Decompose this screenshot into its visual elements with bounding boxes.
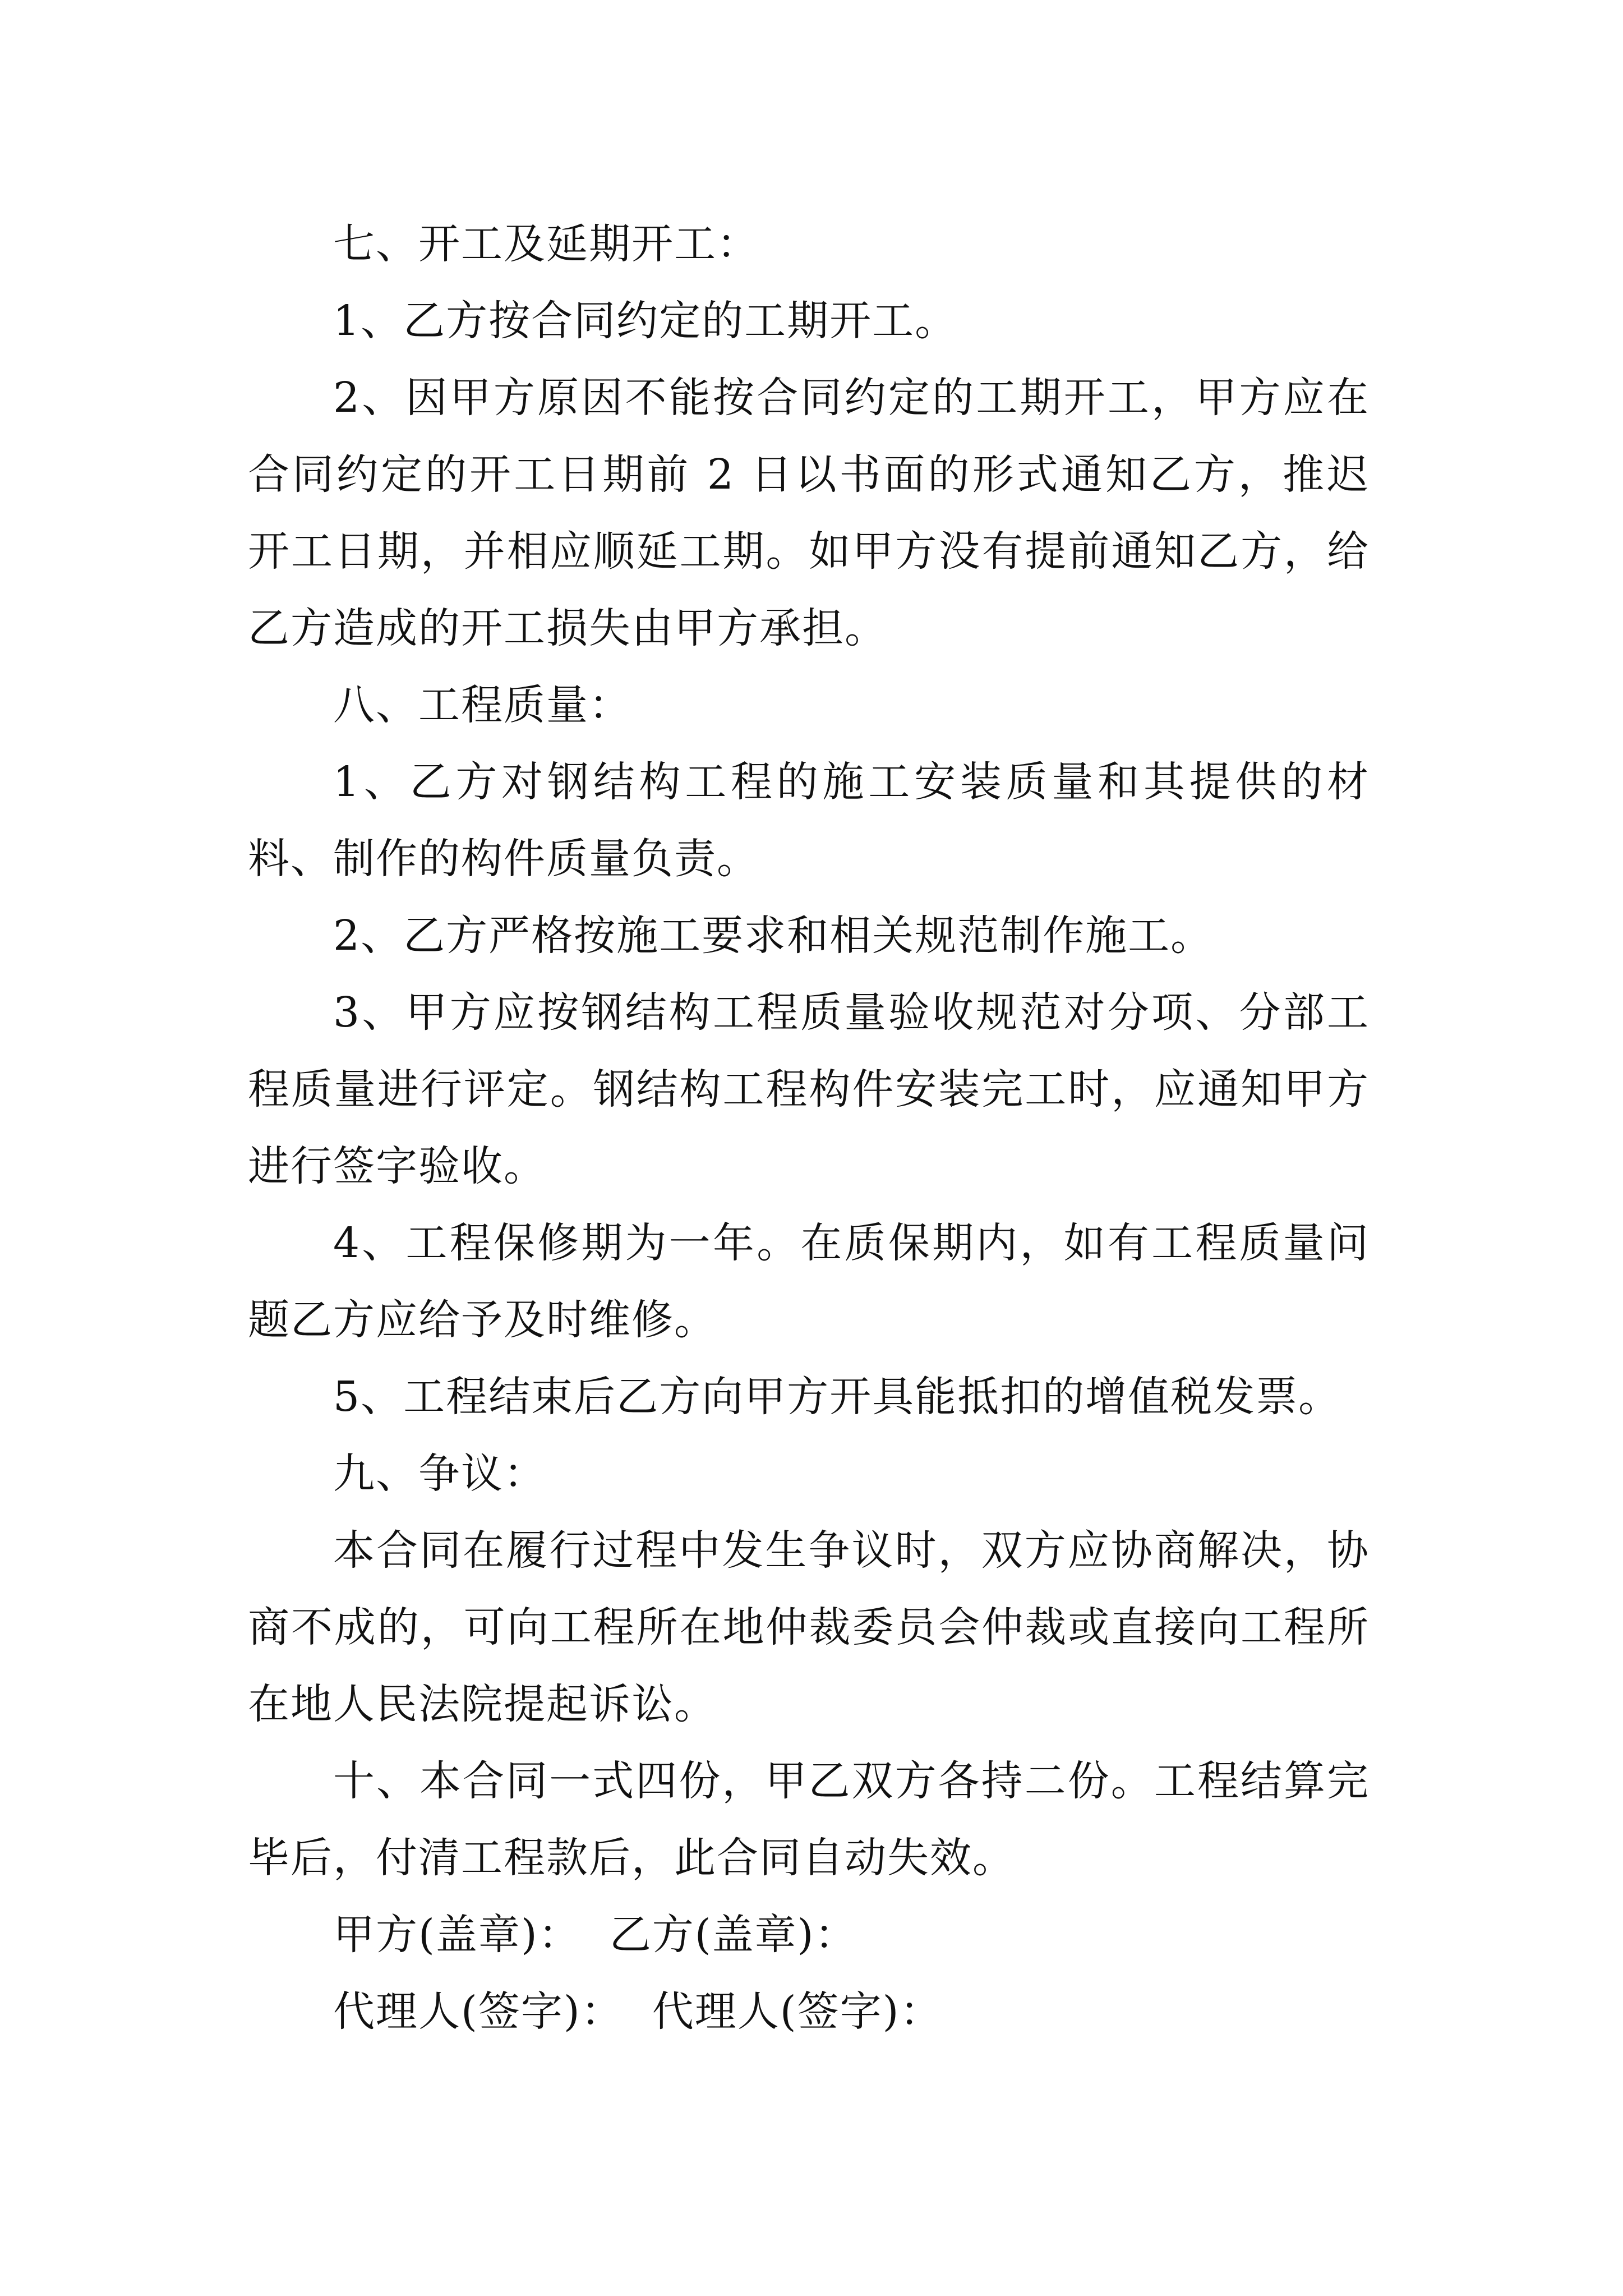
section-7-heading: 七、开工及延期开工： xyxy=(333,220,759,268)
section-7-item-2: 2、因甲方原因不能按合同约定的工期开工，甲方应在合同约定的开工日期前 2 日以书面的形式通知乙方，推迟开工日期，并相应顺延工期。如甲方没有提前通知乙方，给乙方造成的开工损失由甲方承担。 xyxy=(248,374,1370,652)
agent-b-sign-label: 代理人(签字)： xyxy=(652,1987,943,2036)
party-a-seal-label: 甲方(盖章)： xyxy=(333,1911,581,1959)
contract-body xyxy=(248,206,1370,2050)
agent-signature-line xyxy=(248,1973,1370,2050)
section-9-heading: 九、争议： xyxy=(333,1450,546,1498)
section-8-item-1: 1、乙方对钢结构工程的施工安装质量和其提供的材料、制作的构件质量负责。 xyxy=(248,758,1370,883)
party-b-seal-label: 乙方(盖章)： xyxy=(609,1911,857,1959)
seal-line xyxy=(248,1897,1370,1973)
section-7-item-1: 1、乙方按合同约定的工期开工。 xyxy=(333,297,958,345)
section-8-item-2: 2、乙方严格按施工要求和相关规范制作施工。 xyxy=(333,912,1214,960)
section-8-heading: 八、工程质量： xyxy=(333,681,631,729)
section-8-item-3: 3、甲方应按钢结构工程质量验收规范对分项、分部工程质量进行评定。钢结构工程构件安装完工时，应通知甲方进行签字验收。 xyxy=(248,988,1370,1190)
agent-a-sign-label: 代理人(签字)： xyxy=(333,1987,624,2036)
section-10-body: 十、本合同一式四份，甲乙双方各持二份。工程结算完毕后，付清工程款后，此合同自动失效。 xyxy=(248,1757,1370,1882)
section-8-item-4: 4、工程保修期为一年。在质保期内，如有工程质量问题乙方应给予及时维修。 xyxy=(248,1219,1370,1344)
section-8-item-5: 5、工程结束后乙方向甲方开具能抵扣的增值税发票。 xyxy=(333,1373,1341,1421)
section-9-body: 本合同在履行过程中发生争议时，双方应协商解决，协商不成的，可向工程所在地仲裁委员会仲裁或直接向工程所在地人民法院提起诉讼。 xyxy=(248,1526,1370,1728)
